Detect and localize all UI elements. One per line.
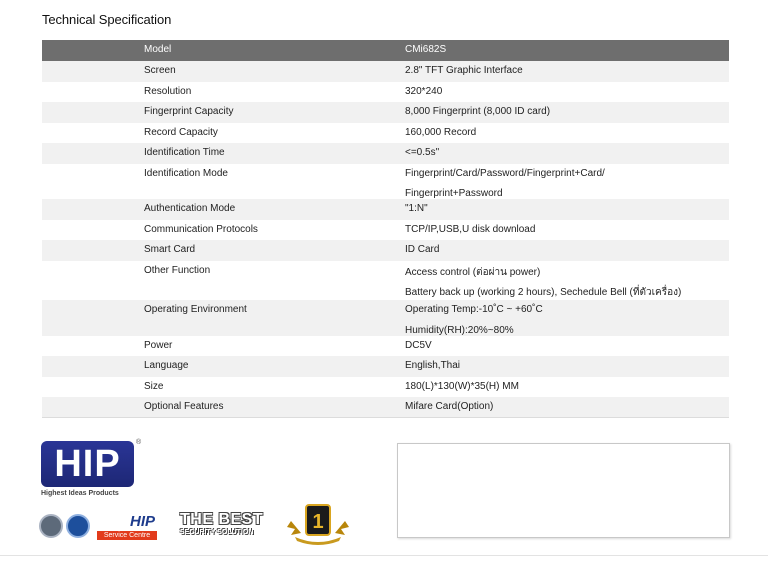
- spec-label: Power: [42, 336, 405, 357]
- spec-row: [42, 300, 729, 336]
- spec-header-row: [42, 40, 729, 61]
- spec-value-line: 160,000 Record: [405, 126, 477, 138]
- spec-label: Identification Time: [42, 143, 405, 164]
- spec-row: [42, 164, 729, 200]
- spec-label: Resolution: [42, 82, 405, 103]
- certification-badges: [39, 512, 169, 544]
- best-security-logo: [180, 512, 280, 542]
- spec-value: [405, 336, 729, 357]
- best-line-2: SECURITY SOLUTION: [180, 529, 254, 536]
- spec-label: Language: [42, 356, 405, 377]
- registered-mark: ®: [136, 439, 142, 446]
- spec-row: [42, 61, 729, 82]
- spec-value: [405, 123, 729, 144]
- spec-value-line: TCP/IP,USB,U disk download: [405, 223, 536, 235]
- spec-row: [42, 102, 729, 123]
- seal-icon: [39, 514, 63, 538]
- seal-icon: [66, 514, 90, 538]
- spec-label: Authentication Mode: [42, 199, 405, 220]
- spec-value-line: Operating Temp:-10˚C ~ +60˚C: [405, 304, 543, 315]
- page-title: Technical Specification: [42, 12, 172, 27]
- spec-label: Size: [42, 377, 405, 398]
- spec-value: [405, 261, 729, 301]
- spec-value-line: DC5V: [405, 339, 432, 351]
- bottom-divider: [0, 555, 768, 556]
- spec-value: [405, 220, 729, 241]
- spec-row: [42, 240, 729, 261]
- spec-row: [42, 82, 729, 103]
- spec-value-line: "1:N": [405, 203, 428, 214]
- hip-tagline: Highest Ideas Products: [41, 490, 119, 497]
- spec-label: Other Function: [42, 261, 405, 301]
- spec-value: [405, 397, 729, 418]
- spec-value: [405, 377, 729, 398]
- spec-row: [42, 220, 729, 241]
- spec-row: [42, 261, 729, 301]
- spec-row: [42, 199, 729, 220]
- spec-value-line: Access control (ต่อผ่าน power): [405, 266, 541, 278]
- spec-row: [42, 123, 729, 144]
- spec-value: [405, 199, 729, 220]
- spec-value-line: Humidity(RH):20%~80%: [405, 324, 514, 336]
- spec-header-label: Model: [42, 40, 405, 61]
- spec-label: Smart Card: [42, 240, 405, 261]
- spec-table: [42, 40, 729, 418]
- spec-value-line: ID Card: [405, 244, 440, 255]
- content-panel: [397, 443, 730, 538]
- spec-label: Fingerprint Capacity: [42, 102, 405, 123]
- spec-value-line: Battery back up (working 2 hours), Sechedule Bell (ที่ตัวเครื่อง): [405, 287, 682, 298]
- spec-value-line: 8,000 Fingerprint (8,000 ID card): [405, 106, 551, 117]
- spec-value: [405, 102, 729, 123]
- spec-value-line: 2.8" TFT Graphic Interface: [405, 65, 523, 76]
- spec-row: [42, 377, 729, 398]
- spec-row: [42, 397, 729, 418]
- spec-value-line: 180(L)*130(W)*35(H) MM: [405, 380, 519, 392]
- spec-value-line: 320*240: [405, 85, 443, 97]
- spec-label: Communication Protocols: [42, 220, 405, 241]
- spec-label: Optional Features: [42, 397, 405, 418]
- spec-value-line: Fingerprint/Card/Password/Fingerprint+Card/: [405, 167, 605, 179]
- spec-row: [42, 356, 729, 377]
- spec-value: [405, 300, 729, 336]
- spec-label: Identification Mode: [42, 164, 405, 200]
- spec-row: [42, 336, 729, 357]
- spec-label: Record Capacity: [42, 123, 405, 144]
- spec-value: [405, 61, 729, 82]
- service-logo-caption: Service Centre: [97, 531, 157, 540]
- spec-row: [42, 143, 729, 164]
- spec-value: [405, 82, 729, 103]
- spec-value: [405, 143, 729, 164]
- spec-value-line: <=0.5s": [405, 147, 440, 158]
- service-logo-text: HIP: [129, 513, 155, 530]
- spec-value: [405, 356, 729, 377]
- spec-value: [405, 164, 729, 200]
- spec-value: [405, 240, 729, 261]
- spec-value-line: English,Thai: [405, 360, 461, 371]
- spec-label: Screen: [42, 61, 405, 82]
- hip-logo-text: HIP: [41, 441, 134, 487]
- award-trophy-icon: [285, 501, 351, 547]
- spec-value-line: Fingerprint+Password: [405, 188, 503, 199]
- spec-label: Operating Environment: [42, 300, 405, 336]
- award-number: 1: [312, 511, 324, 533]
- spec-value-line: Mifare Card(Option): [405, 401, 494, 412]
- service-centre-logo: [97, 514, 157, 542]
- spec-header-value: CMi682S: [405, 40, 729, 61]
- best-line-1: THE BEST: [180, 511, 264, 528]
- hip-logo: [41, 441, 141, 501]
